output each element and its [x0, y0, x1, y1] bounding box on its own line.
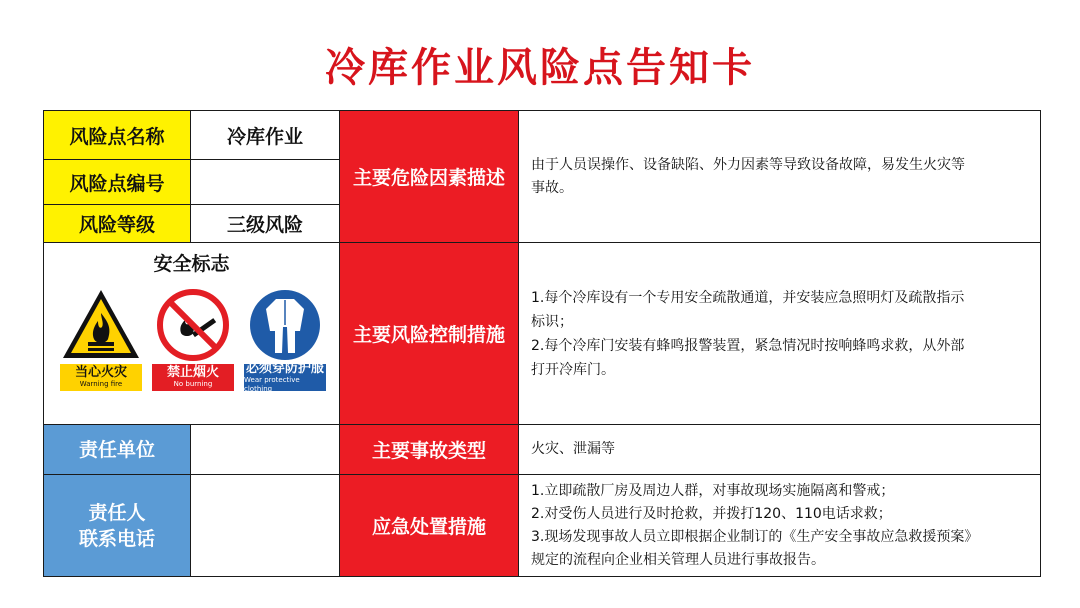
contact-value-cell — [190, 474, 340, 577]
responsible-unit-value-cell — [190, 424, 340, 475]
warning-fire-caption: 当心火灾 — [74, 365, 127, 380]
accident-type-value-cell — [518, 424, 1041, 475]
responsible-unit-label: 责任单位 — [78, 438, 155, 461]
safety-signs-panel — [43, 242, 340, 425]
hazards-description — [518, 110, 1041, 243]
emergency-description — [518, 474, 1041, 577]
hazards-label: 主要危险因素描述 — [352, 167, 505, 189]
no-burning-caption-en: No burning — [173, 380, 213, 388]
contact-label-line2: 联系电话 — [78, 527, 155, 550]
emergency-line: 1.立即疏散厂房及周边人群，对事故现场实施隔离和警戒； — [531, 482, 895, 499]
emergency-label-cell — [339, 474, 519, 577]
emergency-label: 应急处置措施 — [371, 516, 486, 538]
protective-clothing-caption-en: Wear protective clothing — [244, 375, 300, 393]
emergency-line: 规定的流程向企业相关管理人员进行事故报告。 — [531, 551, 825, 568]
protective-clothing-caption: 必须穿防护服 — [245, 360, 324, 376]
accident-type-label-cell — [339, 424, 519, 475]
responsible-unit-label-cell — [43, 424, 191, 475]
risk-name-value: 冷库作业 — [226, 125, 303, 148]
warning-fire-caption-en: Warning fire — [79, 380, 123, 388]
risk-code-label-cell — [43, 159, 191, 205]
contact-label-line1: 责任人 — [88, 501, 146, 524]
risk-level-label-cell — [43, 204, 191, 243]
risk-level-value-cell — [190, 204, 340, 243]
risk-code-label: 风险点编号 — [69, 172, 165, 195]
risk-level-label: 风险等级 — [78, 214, 155, 236]
fire-warning-icon — [60, 287, 142, 362]
controls-label-cell — [339, 242, 519, 425]
no-burning-sign — [152, 287, 234, 391]
safety-signs-title: 安全标志 — [153, 253, 230, 275]
accident-type-label: 主要事故类型 — [371, 440, 486, 462]
controls-line: 打开冷库门。 — [531, 361, 615, 378]
risk-level-value: 三级风险 — [226, 214, 303, 236]
contact-label-cell — [43, 474, 191, 577]
risk-name-label: 风险点名称 — [69, 125, 165, 148]
protective-clothing-icon — [244, 287, 326, 362]
hazards-label-cell — [339, 110, 519, 243]
accident-type-value: 火灾、泄漏等 — [531, 441, 615, 457]
controls-label: 主要风险控制措施 — [352, 324, 505, 346]
risk-name-value-cell — [190, 110, 340, 160]
no-burning-caption: 禁止烟火 — [166, 365, 219, 380]
controls-description — [518, 242, 1041, 425]
hazards-line: 事故。 — [531, 179, 573, 196]
hazards-line: 由于人员误操作、设备缺陷、外力因素等导致设备故障，易发生火灾等 — [531, 156, 965, 173]
protective-clothing-sign — [244, 287, 326, 391]
no-burning-icon — [152, 287, 234, 362]
controls-line: 1.每个冷库设有一个专用安全疏散通道，并安装应急照明灯及疏散指示 — [531, 289, 965, 306]
risk-name-label-cell — [43, 110, 191, 160]
risk-code-value-cell — [190, 159, 340, 205]
controls-line: 标识； — [531, 313, 573, 330]
emergency-line: 2.对受伤人员进行及时抢救，并拨打120、110电话求救； — [531, 505, 892, 522]
controls-line: 2.每个冷库门安装有蜂鸣报警装置，紧急情况时按响蜂鸣求救，从外部 — [531, 337, 965, 354]
warning-fire-sign — [60, 287, 142, 391]
emergency-line: 3.现场发现事故人员立即根据企业制订的《生产安全事故应急救援预案》 — [531, 528, 979, 545]
page-title: 冷库作业风险点告知卡 — [325, 45, 755, 91]
